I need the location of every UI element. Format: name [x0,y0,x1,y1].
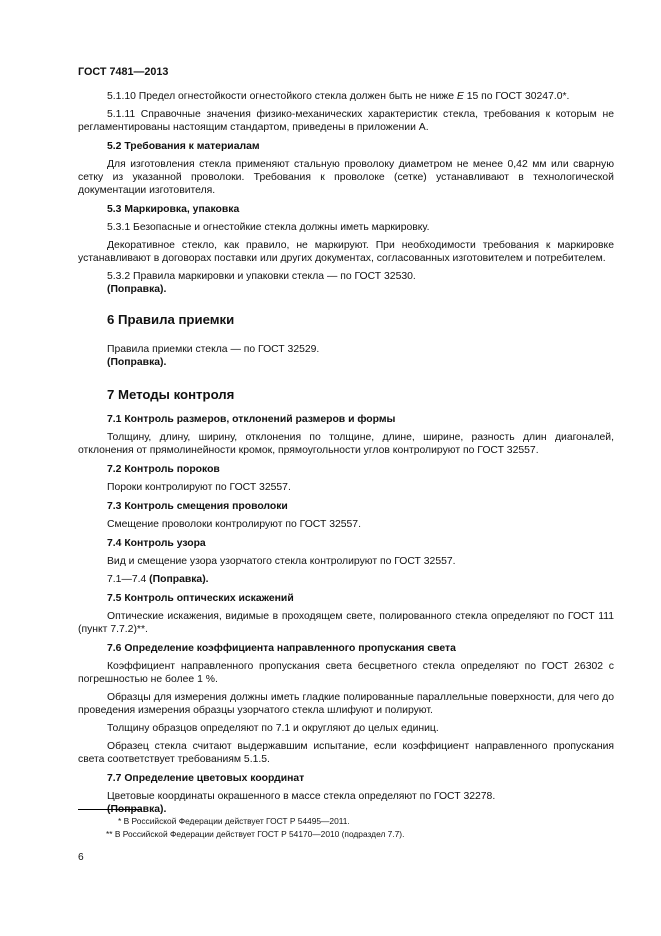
heading-7-2: 7.2 Контроль пороков [107,464,220,475]
heading-7-6: 7.6 Определение коэффициента направленного пропускания света [107,643,456,654]
heading-7-4: 7.4 Контроль узора [107,538,206,549]
amendment-note-1: (Поправка). [107,284,167,295]
clause-7-6-text-3: Толщину образцов определяют по 7.1 и округляют до целых единиц. [107,723,439,734]
heading-7-5: 7.5 Контроль оптических искажений [107,593,294,604]
clause-5-2-text: Для изготовления стекла применяют стальную проволоку диаметром не менее 0,42 мм или сварную сетку из указанной проволоки. Требования к проволоке (сетке) устанавливают в технологической документации изготовителя. [78,159,614,196]
section-6-text: Правила приемки стекла — по ГОСТ 32529. [107,344,320,355]
clause-5-1-10-index: Е [456,91,464,102]
page-number: 6 [78,852,84,863]
footnote-2: ** В Российской Федерации действует ГОСТ Р 54170—2010 (подраздел 7.7). [106,829,405,839]
heading-7-1: 7.1 Контроль размеров, отклонений размеров и формы [107,414,396,425]
clause-5-3-1-note: Декоративное стекло, как правило, не маркируют. При необходимости требования к маркировке устанавливают в договорах поставки или других документах, согласованных изготовителем и потребителем. [78,240,614,264]
clause-5-1-10 [78,90,614,103]
clause-7-5-text: Оптические искажения, видимые в проходящем свете, полированного стекла определяют по ГОСТ 111 (пункт 7.7.2)**. [78,611,614,635]
page-body [78,90,614,816]
section-6-title: 6 Правила приемки [107,312,235,327]
clause-7-2-text: Пороки контролируют по ГОСТ 32557. [107,482,291,493]
clause-5-1-10-end: 15 по ГОСТ 30247.0*. [463,91,570,102]
heading-5-2: 5.2 Требования к материалам [107,141,260,152]
clause-5-1-11: 5.1.11 Справочные значения физико-механических характеристик стекла, требования к которым не регламентированы настоящим стандартом, приведены в приложении А. [78,109,614,133]
clause-7-6-text-4: Образец стекла считают выдержавшим испытание, если коэффициент направленного пропускания света соответствует требованиям 5.1.5. [78,741,614,765]
amendment-range: 7.1—7.4 [107,574,150,585]
amendment-label: (Поправка). [149,574,209,585]
section-7-title: 7 Методы контроля [107,387,235,402]
clause-5-3-1: 5.3.1 Безопасные и огнестойкие стекла должны иметь маркировку. [107,222,430,233]
footnote-separator [78,809,142,810]
clause-5-3-2: 5.3.2 Правила маркировки и упаковки стекла — по ГОСТ 32530. [107,271,416,282]
heading-7-7: 7.7 Определение цветовых координат [107,773,305,784]
heading-7-3: 7.3 Контроль смещения проволоки [107,501,288,512]
amendment-note-7-1-7-4 [78,573,614,586]
clause-7-4-text: Вид и смещение узора узорчатого стекла контролируют по ГОСТ 32557. [107,556,456,567]
document-header: ГОСТ 7481—2013 [78,66,169,78]
clause-7-7-text: Цветовые координаты окрашенного в массе стекла определяют по ГОСТ 32278. [107,791,496,802]
footnote-1: * В Российской Федерации действует ГОСТ Р 54495—2011. [118,816,350,826]
clause-7-6-text-1: Коэффициент направленного пропускания света бесцветного стекла определяют по ГОСТ 26302 с погрешностью не более 1 %. [78,661,614,685]
amendment-note-3: (Поправка). [107,804,167,815]
clause-5-1-10-text: 5.1.10 Предел огнестойкости огнестойкого стекла должен быть не ниже [107,91,457,102]
heading-5-3: 5.3 Маркировка, упаковка [107,204,240,215]
clause-7-1-text: Толщину, длину, ширину, отклонения по толщине, длине, ширине, разность длин диагоналей, отклонения от прямолинейности кромок, прямоугольности углов контролируют по ГОСТ 32557. [78,432,614,456]
clause-7-3-text: Смещение проволоки контролируют по ГОСТ 32557. [107,519,361,530]
clause-7-6-text-2: Образцы для измерения должны иметь гладкие полированные параллельные поверхности, для чего до проведения измерения образцы узорчатого стекла шлифуют и полируют. [78,692,614,716]
amendment-note-2: (Поправка). [107,357,167,368]
